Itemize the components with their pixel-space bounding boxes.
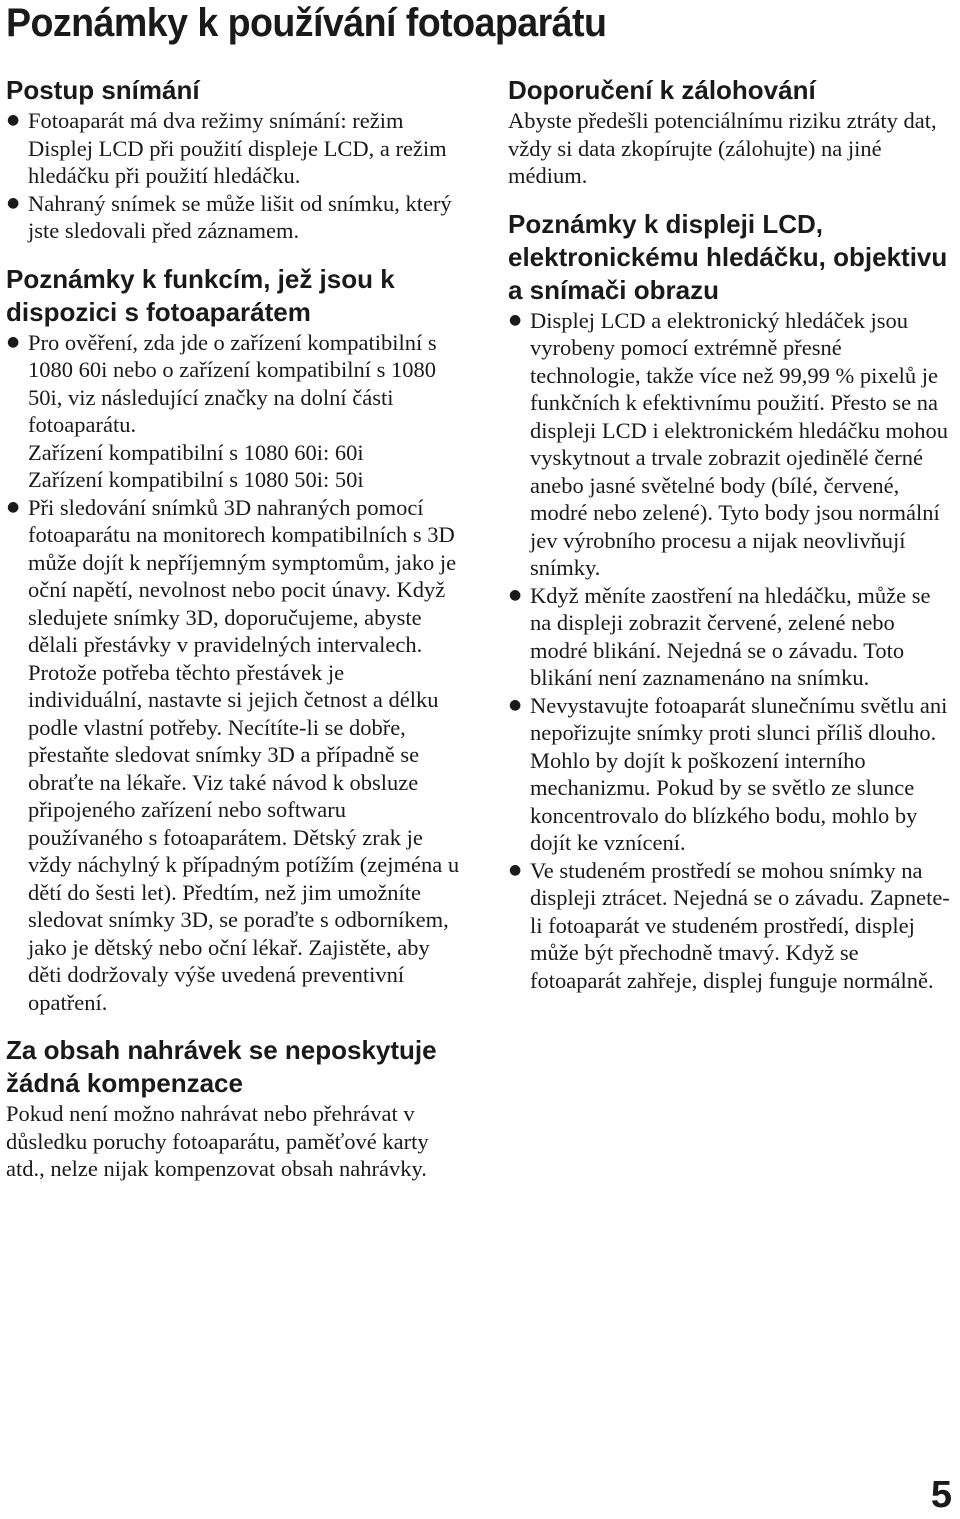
bullet-dot-icon: ●: [7, 498, 20, 515]
bullet-dot-icon: ●: [7, 112, 20, 128]
section-heading: Doporučení k zálohování: [508, 75, 816, 105]
compat-50i-line: Zařízení kompatibilní s 1080 50i: 50i: [28, 467, 364, 492]
bullet-text: Displej LCD a elektronický hledáček jsou vyrobeny pomocí extrémně přesné technologie, takže více než 99,99 % pixelů je funkčních k efektivnímu použití. Přesto se na displeji LCD i elektronickém hledáčku mohou vyskytnout a trvale zobrazit ojedinělé černé anebo jasné světelné body (bílé, červené, modré nebo zelené). Tyto body jsou normální jev výrobního procesu a nijak neovlivňují snímky.: [530, 307, 949, 580]
bullet-text: Nevystavujte fotoaparát slunečnímu světlu ani nepořizujte snímky proti slunci příliš dlouho. Mohlo by dojít k poškození interního mechanizmu. Pokud by se světlo ze slunce koncentrovalo do blízkého bodu, mohlo by dojít ke vznícení.: [530, 692, 948, 855]
section-heading: Poznámky k funkcím, jež jsou k dispozici s fotoaparátem: [6, 263, 395, 327]
section-displej: [508, 208, 954, 995]
bullet-item: [508, 582, 954, 692]
bullet-dot-icon: ●: [509, 861, 522, 878]
bullet-item: [6, 107, 462, 190]
bullet-list: [6, 107, 462, 245]
bullet-list: [508, 307, 954, 995]
section-heading: Postup snímání: [6, 75, 200, 105]
left-column: [6, 74, 462, 1183]
bullet-dot-icon: ●: [509, 311, 522, 328]
bullet-text: Nahraný snímek se může lišit od snímku, který jste sledovali před záznamem.: [28, 190, 452, 243]
section-postup-snimani: [6, 74, 462, 245]
bullet-dot-icon: ●: [509, 586, 522, 603]
page-number: 5: [930, 1474, 952, 1516]
section-funkce: [6, 263, 462, 1017]
bullet-list: [6, 329, 462, 439]
section-text: Abyste předešli potenciálnímu riziku ztráty dat, vždy si data zkopírujte (zálohujte) na jiné médium.: [508, 108, 937, 188]
compat-60i-line: Zařízení kompatibilní s 1080 60i: 60i: [28, 439, 364, 465]
right-column: [508, 74, 954, 994]
bullet-text: Při sledování snímků 3D nahraných pomocí fotoaparátu na monitorech kompatibilních s 3D může dojít k nepříjemným symptomům, jako je oční napětí, nevolnost nebo pocit únavy. Když sledujete snímky 3D, doporučujeme, abyste dělali přestávky v pravidelných intervalech. Protože potřeba těchto přestávek je individuální, nastavte si jejich četnost a délku podle vlastní potřeby. Necítíte-li se dobře, přestaňte sledovat snímky 3D a případně se obraťte na lékaře. Viz také návod k obsluze připojeného zařízení nebo softwaru používaného s fotoaparátem. Dětský zrak je vždy náchylný k případným potížím (zejména u dětí do šesti let). Předtím, než jim umožníte sledovat snímky 3D, se poraďte s odborníkem, jako je dětský nebo oční lékař. Zajistěte, aby děti dodržovaly výše uvedená preventivní opatření.: [28, 494, 460, 1015]
section-text: Pokud není možno nahrávat nebo přehrávat v důsledku poruchy fotoaparátu, paměťové karty atd., nelze nijak kompenzovat obsah nahrávky.: [6, 1101, 429, 1181]
section-heading: Za obsah nahrávek se neposkytuje žádná kompenzace: [6, 1035, 437, 1098]
bullet-text: Pro ověření, zda jde o zařízení kompatibilní s 1080 60i nebo o zařízení kompatibilní s 1080 50i, viz následující značky na dolní části fotoaparátu.: [28, 329, 437, 437]
bullet-item: [508, 857, 954, 995]
bullet-list: [6, 494, 462, 1017]
page-title: Poznámky k používání fotoaparátu: [6, 1, 607, 45]
bullet-text: Ve studeném prostředí se mohou snímky na displeji ztrácet. Nejedná se o závadu. Zapnete-li fotoaparát ve studeném prostředí, displej může být přechodně tmavý. Když se fotoaparát zahřeje, displej funguje normálně.: [530, 857, 950, 993]
bullet-dot-icon: ●: [7, 194, 20, 211]
bullet-text: Když měníte zaostření na hledáčku, může se na displeji zobrazit červené, zelené nebo modré blikání. Nejedná se o závadu. Toto blikání není zaznamenáno na snímku.: [530, 582, 931, 690]
section-zalohovani: [508, 74, 954, 190]
bullet-item: [508, 692, 954, 857]
bullet-dot-icon: ●: [509, 696, 522, 713]
bullet-dot-icon: ●: [7, 333, 20, 350]
bullet-text: Fotoaparát má dva režimy snímání: režim Displej LCD při použití displeje LCD, a režim hledáčku při použití hledáčku.: [28, 108, 447, 188]
bullet-item: [6, 329, 462, 439]
bullet-item: [6, 494, 462, 1017]
bullet-item: [508, 307, 954, 582]
bullet-item: [6, 190, 462, 245]
section-kompenzace: [6, 1034, 462, 1183]
section-heading: Poznámky k displeji LCD, elektronickému hledáčku, objektivu a snímači obrazu: [508, 208, 948, 305]
